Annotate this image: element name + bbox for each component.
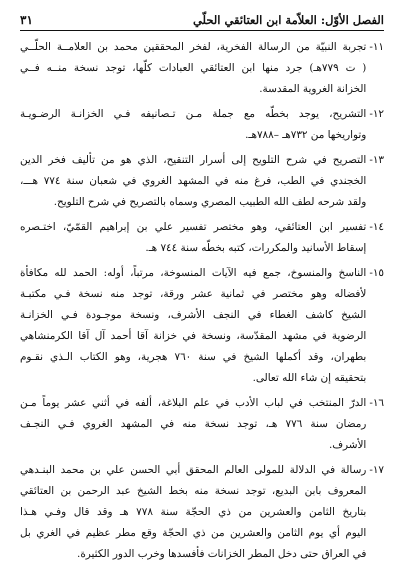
- list-item: [20, 37, 384, 100]
- header-rule: [20, 30, 384, 31]
- item-text: [20, 37, 366, 100]
- text-line: الرضوية في مشهد المقدّسة، ونسخة في خزانة آقا أحمد آل آقا الكرمنشاهي: [20, 330, 367, 342]
- text-line: إسقاط الأسانيد والمكررات، كتبه بخطّه سنة ٧٤٤ هـ.: [145, 242, 367, 254]
- text-line: بتحقيقه إن شاء الله تعالى.: [252, 372, 367, 384]
- item-number: ١٤-: [369, 221, 384, 233]
- text-line: بطهران، وقد أكملها الشيخ في سنة ٧٦٠ هجرية، وهو الكتاب الـذي نقـوم: [20, 351, 367, 363]
- item-text: [20, 150, 366, 213]
- text-line: الناسخ والمنسوخ، جمع فيه الآيات المنسوخة، مرتباً، أوله: الحمد لله مكافأة: [20, 267, 367, 279]
- text-line: الشيخ كاشف الغطاء في النجف الأشرف، ونسخة موجـودة فـي الخزانـة: [20, 309, 367, 321]
- text-line: الخجندي في الطب، فرغ منه في المشهد الغروي في شعبان سنة ٧٧٤ هـــ،: [20, 175, 367, 187]
- item-number: ١٦-: [369, 397, 384, 409]
- text-line: التصريح في شرح التلويح إلى أسرار التنقيح، الذي هو من تأليف فخر الدين: [20, 154, 367, 166]
- item-number: ١٧-: [369, 464, 384, 476]
- text-line: تجربة النبيّة من الرسالة الفخرية، لفخر المحققين محمد بن العلامــة الحلّــي: [20, 41, 367, 53]
- item-text: [20, 263, 366, 389]
- list-item: [20, 393, 384, 456]
- text-line: رسالة في الدلالة للمولى العالم المحقق أبي الحسن علي بن محمد البنـدهي: [20, 464, 367, 476]
- item-text: [20, 393, 366, 456]
- text-line: المعروف بابن البديع، توجد نسخة منه بخط الشيخ عبد الرحمن بن العتائقي: [20, 485, 367, 497]
- text-line: اليوم أي يوم الثامن والعشرين من ذي الحجّة وقع مطر عظيم في الغري بل: [20, 527, 367, 539]
- list-item: [20, 263, 384, 389]
- text-line: بتاريخ الثامن والعشرين من ذي الحجّة سنة ٧٧٨ هـ وقد قال وفـي هـذا: [20, 506, 367, 518]
- list-item: [20, 217, 384, 259]
- page-number: ٣١: [20, 13, 33, 27]
- item-number: ١٣-: [369, 154, 384, 166]
- text-line: رمضان سنة ٧٧٦ هـ، توجد نسخة منه في المشهد الغروي فـي النجـف: [20, 418, 367, 430]
- list-item: [20, 460, 384, 565]
- item-number: ١٥-: [369, 267, 384, 279]
- text-line: في العراق حتى دخل المطر الخزانات فأفسدها وخرب الدور الكثيرة.: [77, 548, 367, 560]
- text-line: ( ت ٧٧٩هـ) جرد منها ابن العتائقي العبادات كلّها، توجد نسخة منــه فــي: [20, 62, 367, 74]
- page-header: [20, 9, 384, 27]
- text-line: وتواريخها من ٧٣٢هـ –٧٨٨هـ.: [245, 129, 367, 141]
- item-text: [20, 460, 366, 565]
- item-text: [20, 217, 366, 259]
- text-line: التشريح، يوجد بخطّه مع جملة مـن تـصانيفه فـي الخزانـة الرضـويـة: [20, 108, 367, 120]
- text-line: الأشرف.: [328, 439, 367, 451]
- list-item: [20, 104, 384, 146]
- item-number: ١١-: [369, 41, 384, 53]
- text-line: تفسير ابن العتائقي، وهو مختصر تفسير علي بن إبراهيم القمّيّ، اختـصره: [20, 221, 367, 233]
- text-line: لأفضاله وهو مختصر في ثمانية عشر ورقة، توجد منه نسخة فـي مكتبـة: [20, 288, 367, 300]
- item-text: [20, 104, 366, 146]
- chapter-title: الفصل الأوّل: العلاّمة ابن العتائقي الحلّي: [192, 13, 384, 27]
- item-list: [20, 37, 384, 565]
- item-number: ١٢-: [369, 108, 384, 120]
- text-line: ولقد شرحه لطف الله الطبيب المصري وسماه بالتصريح في شرح التلويح.: [53, 196, 367, 208]
- list-item: [20, 150, 384, 213]
- text-line: الخزانة الغروية المقدسة.: [259, 83, 367, 95]
- text-line: الدرّ المنتخب في لباب الأدب في علم البلاغة، ألفه في أثني عشر يوماً مـن: [20, 397, 367, 409]
